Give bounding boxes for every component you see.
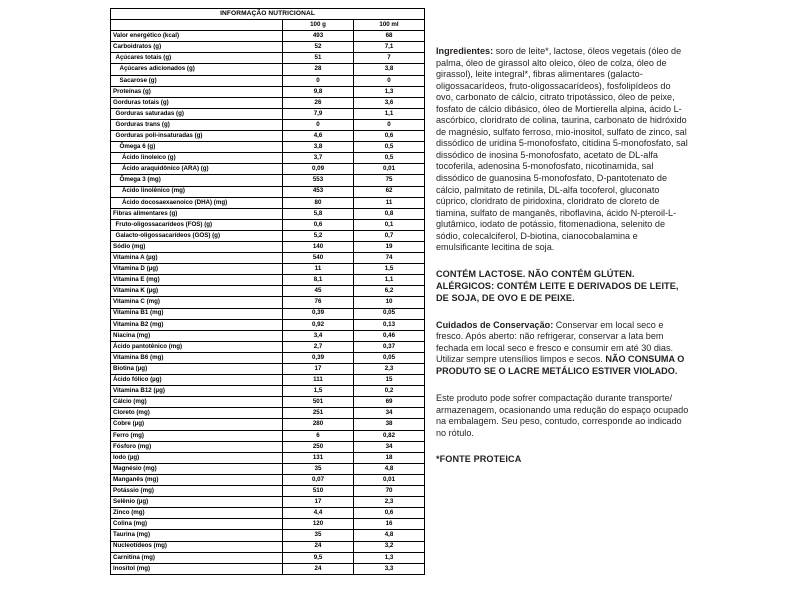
nutrient-name-cell: Vitamina C (mg): [111, 297, 283, 308]
seal-warning-text: NÃO CONSUMA O PRODUTO SE O LACRE METÁLICO ESTIVER VIOLADO.: [436, 354, 685, 376]
nutrient-value-100g: 0,39: [283, 352, 354, 363]
nutrient-value-100g: 35: [283, 463, 354, 474]
nutrition-table-container: [110, 8, 424, 575]
nutrient-name-cell: Fósforo (mg): [111, 441, 283, 452]
nutrient-value-100ml: 0,6: [354, 131, 425, 142]
nutrient-value-100g: 250: [283, 441, 354, 452]
nutrient-name-cell: Cloreto (mg): [111, 408, 283, 419]
table-row: [111, 175, 425, 186]
nutrient-value-100ml: 1,1: [354, 108, 425, 119]
table-row: [111, 508, 425, 519]
nutrient-name-cell: Ácido linoleico (g): [111, 153, 283, 164]
protein-source-footnote: *FONTE PROTEICA: [436, 454, 522, 465]
nutrient-value-100g: 3,8: [283, 142, 354, 153]
nutrition-facts-table: [110, 8, 425, 575]
table-row: [111, 375, 425, 386]
table-row: [111, 219, 425, 230]
nutrient-name-cell: Galacto-oligossacarídeos (GOS) (g): [111, 230, 283, 241]
nutrient-name-cell: Ômega 3 (mg): [111, 175, 283, 186]
table-row: [111, 253, 425, 264]
table-row: [111, 275, 425, 286]
nutrient-value-100ml: 0,5: [354, 153, 425, 164]
nutrient-value-100ml: 0,05: [354, 308, 425, 319]
nutrient-value-100g: 24: [283, 541, 354, 552]
table-row: [111, 397, 425, 408]
nutrient-value-100g: 35: [283, 530, 354, 541]
nutrient-value-100ml: 1,5: [354, 264, 425, 275]
nutrient-value-100g: 0: [283, 119, 354, 130]
nutrient-value-100ml: 0,1: [354, 219, 425, 230]
nutrient-value-100g: 5,8: [283, 208, 354, 219]
nutrient-value-100ml: 38: [354, 419, 425, 430]
table-row: [111, 541, 425, 552]
table-row: [111, 97, 425, 108]
table-row: [111, 341, 425, 352]
nutrient-value-100g: 120: [283, 519, 354, 530]
nutrient-value-100g: 4,4: [283, 508, 354, 519]
nutrient-value-100g: 553: [283, 175, 354, 186]
nutrient-name-cell: Manganês (mg): [111, 474, 283, 485]
nutrient-name-cell: Açúcares totais (g): [111, 53, 283, 64]
table-row: [111, 319, 425, 330]
nutrient-value-100ml: 75: [354, 175, 425, 186]
nutrient-value-100ml: 0,2: [354, 386, 425, 397]
table-row: [111, 552, 425, 563]
nutrient-value-100g: 3,4: [283, 330, 354, 341]
nutrient-value-100ml: 6,2: [354, 286, 425, 297]
table-row: [111, 408, 425, 419]
table-row: [111, 208, 425, 219]
nutrient-value-100ml: 3,8: [354, 64, 425, 75]
nutrient-value-100ml: 7: [354, 53, 425, 64]
nutrient-value-100g: 45: [283, 286, 354, 297]
nutrient-name-cell: Carboidratos (g): [111, 42, 283, 53]
nutrient-value-100ml: 2,3: [354, 364, 425, 375]
nutrient-value-100ml: 0,82: [354, 430, 425, 441]
ingredients-label: Ingredientes:: [436, 46, 494, 56]
nutrient-value-100ml: 0,7: [354, 230, 425, 241]
nutrient-value-100g: 510: [283, 486, 354, 497]
nutrient-value-100ml: 0,01: [354, 474, 425, 485]
nutrient-value-100ml: 0,8: [354, 208, 425, 219]
table-row: [111, 530, 425, 541]
nutrient-name-cell: Iodo (µg): [111, 452, 283, 463]
table-row: [111, 86, 425, 97]
nutrient-name-cell: Gorduras saturadas (g): [111, 108, 283, 119]
nutrient-name-cell: Ômega 6 (g): [111, 142, 283, 153]
nutrient-name-cell: Niacina (mg): [111, 330, 283, 341]
nutrient-value-100g: 0,6: [283, 219, 354, 230]
nutrient-value-100ml: 70: [354, 486, 425, 497]
nutrient-value-100g: 80: [283, 197, 354, 208]
nutrient-value-100g: 5,2: [283, 230, 354, 241]
nutrient-name-cell: Nucleotídeos (mg): [111, 541, 283, 552]
nutrient-name-cell: Fruto-oligossacarídeos (FOS) (g): [111, 219, 283, 230]
table-row: [111, 53, 425, 64]
nutrient-value-100ml: 16: [354, 519, 425, 530]
nutrient-value-100ml: 7,1: [354, 42, 425, 53]
header-cell-blank: [111, 20, 283, 31]
nutrient-value-100ml: 0,5: [354, 142, 425, 153]
table-row: [111, 352, 425, 363]
storage-care-paragraph: [436, 320, 690, 378]
header-cell-100g: 100 g: [283, 20, 354, 31]
table-row: [111, 108, 425, 119]
nutrient-value-100g: 0,09: [283, 164, 354, 175]
nutrient-name-cell: Gorduras totais (g): [111, 97, 283, 108]
ingredients-text: soro de leite*, lactose, óleos vegetais (óleo de palma, óleo de girassol alto oleico, óleo de colza, óleo de girassol), leite integral*, fibras alimentares (galacto-oligossacarídeos, fruto-oligossacarídeos), fosfolipídeos do ovo, carbonato de cálcio, citrato tripotássico, óleo de peixe, fosfato de cálcio dibásico, óleo de Mortierella alpina, ácido L-ascórbico, cloridrato de colina, taurina, carbonato de hidróxido de magnésio, sulfato ferroso, mio-inositol, sulfato de zinco, sal dissódico de uridina 5-monofosfato, citidina 5-monofosfato, sal dissódico de inosina 5-monofosfato, acetato de DL-alfa tocoferila, adenosina 5-monofosfato, nicotinamida, sal dissódico de guanosina 5-monofosfato, D-pantotenato de cálcio, palmitato de retinila, DL-alfa tocoferol, gluconato cúprico, cloridrato de piridoxina, cloridrato de cloreto de tiamina, sulfato de manganês, riboflavina, ácido N-pteroil-L-glutâmico, iodato de potássio, fitomenadiona, selenito de sódio, colecalciferol, D-biotina, cianocobalamina e emulsificante lecitina de soja.: [436, 46, 688, 253]
table-row: [111, 197, 425, 208]
nutrient-name-cell: Potássio (mg): [111, 486, 283, 497]
nutrient-value-100ml: 0,01: [354, 164, 425, 175]
nutrition-table-title: INFORMAÇÃO NUTRICIONAL: [111, 9, 425, 20]
nutrient-value-100ml: 19: [354, 241, 425, 252]
table-row: [111, 486, 425, 497]
table-row: [111, 186, 425, 197]
table-row: [111, 241, 425, 252]
nutrient-value-100ml: 11: [354, 197, 425, 208]
nutrient-name-cell: Ácido fólico (µg): [111, 375, 283, 386]
table-row: [111, 330, 425, 341]
compaction-notice: Este produto pode sofrer compactação durante transporte/ armazenagem, ocasionando uma redução do espaço ocupado na embalagem. Seu peso, contudo, corresponde ao indicado no rótulo.: [436, 393, 689, 438]
nutrient-value-100ml: 0,6: [354, 508, 425, 519]
nutrient-name-cell: Vitamina K (µg): [111, 286, 283, 297]
nutrient-value-100ml: 1,1: [354, 275, 425, 286]
table-row: [111, 119, 425, 130]
nutrient-value-100g: 493: [283, 31, 354, 42]
table-row: [111, 474, 425, 485]
nutrient-value-100ml: 2,3: [354, 497, 425, 508]
nutrient-value-100ml: 1,3: [354, 86, 425, 97]
nutrient-name-cell: Gorduras trans (g): [111, 119, 283, 130]
ingredients-paragraph: [436, 46, 690, 254]
nutrient-value-100g: 131: [283, 452, 354, 463]
nutrition-table-body: [111, 9, 425, 575]
table-row: [111, 131, 425, 142]
nutrient-name-cell: Colina (mg): [111, 519, 283, 530]
nutrient-value-100ml: 34: [354, 408, 425, 419]
nutrient-value-100ml: 3,2: [354, 541, 425, 552]
nutrient-value-100g: 17: [283, 497, 354, 508]
nutrient-value-100ml: 3,3: [354, 563, 425, 574]
nutrient-value-100ml: 10: [354, 297, 425, 308]
table-row: [111, 519, 425, 530]
nutrient-value-100g: 140: [283, 241, 354, 252]
table-row: [111, 497, 425, 508]
nutrient-value-100g: 251: [283, 408, 354, 419]
table-header-row: [111, 20, 425, 31]
table-row: [111, 463, 425, 474]
nutrient-name-cell: Vitamina B1 (mg): [111, 308, 283, 319]
product-info-column: [436, 46, 690, 466]
nutrient-value-100g: 0,92: [283, 319, 354, 330]
nutrient-value-100g: 9,8: [283, 86, 354, 97]
nutrient-name-cell: Magnésio (mg): [111, 463, 283, 474]
nutrient-name-cell: Vitamina A (µg): [111, 253, 283, 264]
nutrient-value-100g: 0: [283, 75, 354, 86]
nutrient-value-100g: 2,7: [283, 341, 354, 352]
table-row: [111, 64, 425, 75]
table-row: [111, 42, 425, 53]
table-row: [111, 430, 425, 441]
nutrient-value-100ml: 68: [354, 31, 425, 42]
table-row: [111, 563, 425, 574]
table-row: [111, 308, 425, 319]
nutrient-value-100ml: 1,3: [354, 552, 425, 563]
nutrient-value-100ml: 34: [354, 441, 425, 452]
table-row: [111, 419, 425, 430]
nutrient-value-100g: 26: [283, 97, 354, 108]
nutrient-name-cell: Açúcares adicionados (g): [111, 64, 283, 75]
nutrient-value-100ml: 62: [354, 186, 425, 197]
table-row: [111, 153, 425, 164]
header-cell-100ml: 100 ml: [354, 20, 425, 31]
allergen-warning: CONTÉM LACTOSE. NÃO CONTÉM GLÚTEN. ALÉRGICOS: CONTÉM LEITE E DERIVADOS DE LEITE, DE SOJA, DE OVO E DE PEIXE.: [436, 268, 679, 303]
nutrient-value-100g: 280: [283, 419, 354, 430]
table-row: [111, 264, 425, 275]
nutrient-value-100g: 4,6: [283, 131, 354, 142]
nutrient-value-100g: 540: [283, 253, 354, 264]
nutrient-name-cell: Valor energético (kcal): [111, 31, 283, 42]
nutrient-value-100ml: 0,05: [354, 352, 425, 363]
nutrient-name-cell: Biotina (µg): [111, 364, 283, 375]
nutrient-name-cell: Proteínas (g): [111, 86, 283, 97]
nutrient-value-100g: 8,1: [283, 275, 354, 286]
nutrient-value-100ml: 0,37: [354, 341, 425, 352]
nutrient-value-100ml: 69: [354, 397, 425, 408]
table-row: [111, 164, 425, 175]
nutrient-value-100g: 501: [283, 397, 354, 408]
storage-care-text: Conservar em local seco e fresco. Após aberto: não refrigerar, conservar a lata bem fechada em local seco e fresco e consumir em até 30 dias. Utilizar sempre utensílios limpos e secos.: [436, 319, 674, 365]
nutrient-value-100g: 51: [283, 53, 354, 64]
table-row: [111, 297, 425, 308]
nutrient-value-100g: 453: [283, 186, 354, 197]
nutrient-name-cell: Sacarose (g): [111, 75, 283, 86]
nutrient-name-cell: Carnitina (mg): [111, 552, 283, 563]
table-row: [111, 75, 425, 86]
nutrient-name-cell: Sódio (mg): [111, 241, 283, 252]
nutrient-name-cell: Cálcio (mg): [111, 397, 283, 408]
nutrient-value-100g: 52: [283, 42, 354, 53]
nutrient-name-cell: Zinco (mg): [111, 508, 283, 519]
nutrient-name-cell: Vitamina B6 (mg): [111, 352, 283, 363]
nutrient-name-cell: Ácido linolênico (mg): [111, 186, 283, 197]
nutrient-value-100ml: 0: [354, 119, 425, 130]
nutrient-value-100g: 9,5: [283, 552, 354, 563]
nutrient-name-cell: Vitamina D (µg): [111, 264, 283, 275]
table-row: [111, 386, 425, 397]
nutrient-name-cell: Ferro (mg): [111, 430, 283, 441]
nutrient-value-100ml: 0: [354, 75, 425, 86]
table-row: [111, 230, 425, 241]
nutrient-name-cell: Vitamina E (mg): [111, 275, 283, 286]
nutrient-name-cell: Cobre (µg): [111, 419, 283, 430]
nutrient-value-100g: 3,7: [283, 153, 354, 164]
table-row: [111, 452, 425, 463]
nutrient-name-cell: Inositol (mg): [111, 563, 283, 574]
table-title-row: [111, 9, 425, 20]
table-row: [111, 142, 425, 153]
nutrient-value-100g: 76: [283, 297, 354, 308]
nutrient-value-100g: 0,07: [283, 474, 354, 485]
nutrient-value-100ml: 4,8: [354, 530, 425, 541]
nutrient-value-100ml: 3,6: [354, 97, 425, 108]
nutrient-value-100ml: 18: [354, 452, 425, 463]
nutrient-value-100g: 111: [283, 375, 354, 386]
nutrient-value-100g: 24: [283, 563, 354, 574]
nutrient-value-100ml: 0,13: [354, 319, 425, 330]
table-row: [111, 31, 425, 42]
nutrient-value-100g: 6: [283, 430, 354, 441]
nutrient-value-100ml: 74: [354, 253, 425, 264]
table-row: [111, 286, 425, 297]
nutrient-value-100g: 28: [283, 64, 354, 75]
nutrient-value-100g: 17: [283, 364, 354, 375]
nutrient-value-100g: 0,39: [283, 308, 354, 319]
nutrient-name-cell: Fibras alimentares (g): [111, 208, 283, 219]
nutrient-name-cell: Ácido docosaexaenoico (DHA) (mg): [111, 197, 283, 208]
nutrient-name-cell: Ácido pantotênico (mg): [111, 341, 283, 352]
nutrient-value-100g: 7,9: [283, 108, 354, 119]
nutrient-value-100ml: 15: [354, 375, 425, 386]
nutrient-value-100g: 1,5: [283, 386, 354, 397]
nutrient-name-cell: Selênio (µg): [111, 497, 283, 508]
nutrient-name-cell: Vitamina B12 (µg): [111, 386, 283, 397]
storage-care-label: Cuidados de Conservação:: [436, 319, 554, 330]
nutrient-name-cell: Gorduras poli-insaturadas (g): [111, 131, 283, 142]
table-row: [111, 364, 425, 375]
nutrient-name-cell: Vitamina B2 (mg): [111, 319, 283, 330]
nutrient-name-cell: Ácido araquidônico (ARA) (g): [111, 164, 283, 175]
table-row: [111, 441, 425, 452]
nutrient-value-100ml: 0,46: [354, 330, 425, 341]
nutrient-value-100ml: 4,8: [354, 463, 425, 474]
nutrient-name-cell: Taurina (mg): [111, 530, 283, 541]
nutrient-value-100g: 11: [283, 264, 354, 275]
